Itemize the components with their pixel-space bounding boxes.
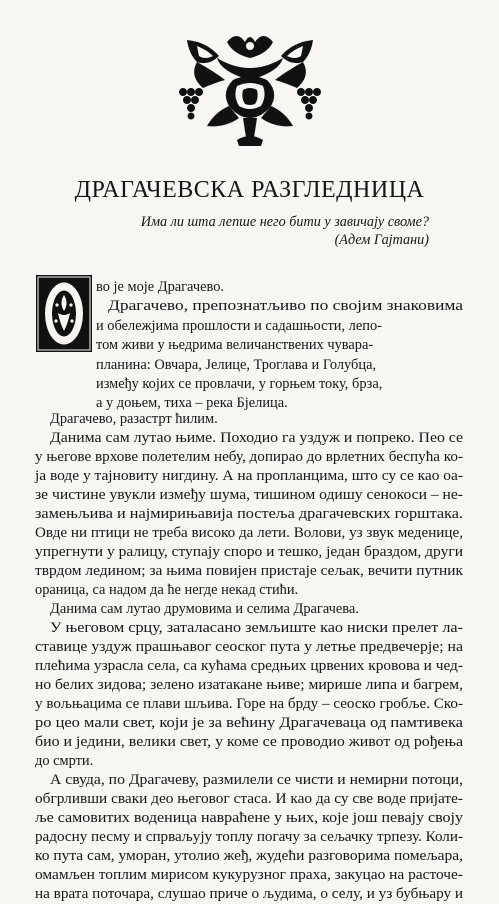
drop-cap-letter: О xyxy=(64,345,65,346)
text-line: на врата поточара, слушао приче о људима, о селу, и уз бубњару и xyxy=(35,886,463,902)
text-line: У његовом срцу, заталасано земљиште као ниски прелет ла- xyxy=(50,620,463,636)
text-line: до смрти. xyxy=(35,753,94,769)
floral-ornament-icon xyxy=(167,22,333,152)
text-line: во је моје Драгачево. xyxy=(96,279,224,295)
text-line: ја воде у тајновиту нигдину. А на пропланцима, што су се као оа- xyxy=(35,468,463,484)
text-line: тврдом ледином; за њима повијен пристаје сељак, вечити путник xyxy=(35,563,463,579)
text-line: замењљива и најмирињавија постеља драгачевских горштака. xyxy=(35,506,463,522)
text-line: радосну песму и спрваљују топлу погачу за сељачку трпезу. Коли- xyxy=(35,829,463,845)
text-line: упрегнути у ралицу, ступају споро и тешко, један браздом, други xyxy=(35,544,463,560)
text-line: ораница, са надом да ће негде некад стићи. xyxy=(35,582,299,598)
page-title: ДРАГАЧЕВСКА РАЗГЛЕДНИЦА xyxy=(74,177,425,203)
epigraph-quote: Има ли шта лепше него бити у завичају своме? xyxy=(140,214,429,230)
text-line: и обележјима прошлости и садашњости, лепо- xyxy=(96,317,382,334)
text-line: Данима сам лутао њиме. Походио га уздуж и попреко. Пео се xyxy=(50,430,463,446)
epigraph xyxy=(141,213,429,249)
text-line: ље самовитих воденица навраћене у њих, које још певају своју xyxy=(35,810,464,826)
text-line: зе чистине увукли између шума, тишином одишу сенокоси – не- xyxy=(35,487,463,503)
epigraph-author: (Адем Гајтани) xyxy=(334,232,429,248)
text-line: А свуда, по Драгачеву, размилели се чисти и немирни потоци, xyxy=(50,772,464,788)
text-line: између којих се провлачи, у горњем току, брза, xyxy=(96,376,383,392)
text-line: том живи у њедрима величанствених чувара- xyxy=(96,337,374,354)
text-line: планина: Овчара, Јелице, Троглава и Голубца, xyxy=(96,356,377,373)
text-line: плећима узрасла села, са кућама средњих црвених кровова и чед- xyxy=(35,658,463,674)
text-line: ставице уздуж прашњавог сеоског пута у летње предвечерје; на xyxy=(35,639,463,655)
text-line: Драгачево, разастрт ћилим. xyxy=(50,411,218,427)
drop-cap-o xyxy=(36,275,92,352)
text-line: но белих зидова; зелено изатакане њиве; мирише липа и багрем, xyxy=(35,677,463,693)
text-line: ко пута сам, уморан, утолио жеђ, жудећи разговорима помељара, xyxy=(35,848,463,864)
text-line: Данима сам лутао друмовима и селима Драгачева. xyxy=(50,601,359,617)
text-line: био и једини, велики свет, у коме се проводио живот од рођења xyxy=(35,734,463,750)
text-line: у његове врхове полетелим небу, допирао до врлетних беспућа ко- xyxy=(35,449,463,465)
text-line: у вољњацима се плави шљива. Горе на брду – сеоско гробље. Ско- xyxy=(35,696,463,712)
text-line: Драгачево, препознатљиво по својим знаковима xyxy=(108,298,463,315)
text-line: а у доњем, тиха – река Бјелица. xyxy=(96,395,288,412)
text-line: ро цео мали свет, који је за већину Драгачеваца од памтивека xyxy=(35,715,463,731)
text-line: омамљен топлим мирисом кукурузног праха, закуцао на расточе- xyxy=(35,867,463,883)
text-line: обгрливши сваки део његовог стаса. И као да су све воде пријате- xyxy=(35,791,463,807)
text-line: Овде ни птици не треба високо да лети. Волови, уз звук меденице, xyxy=(35,525,463,541)
